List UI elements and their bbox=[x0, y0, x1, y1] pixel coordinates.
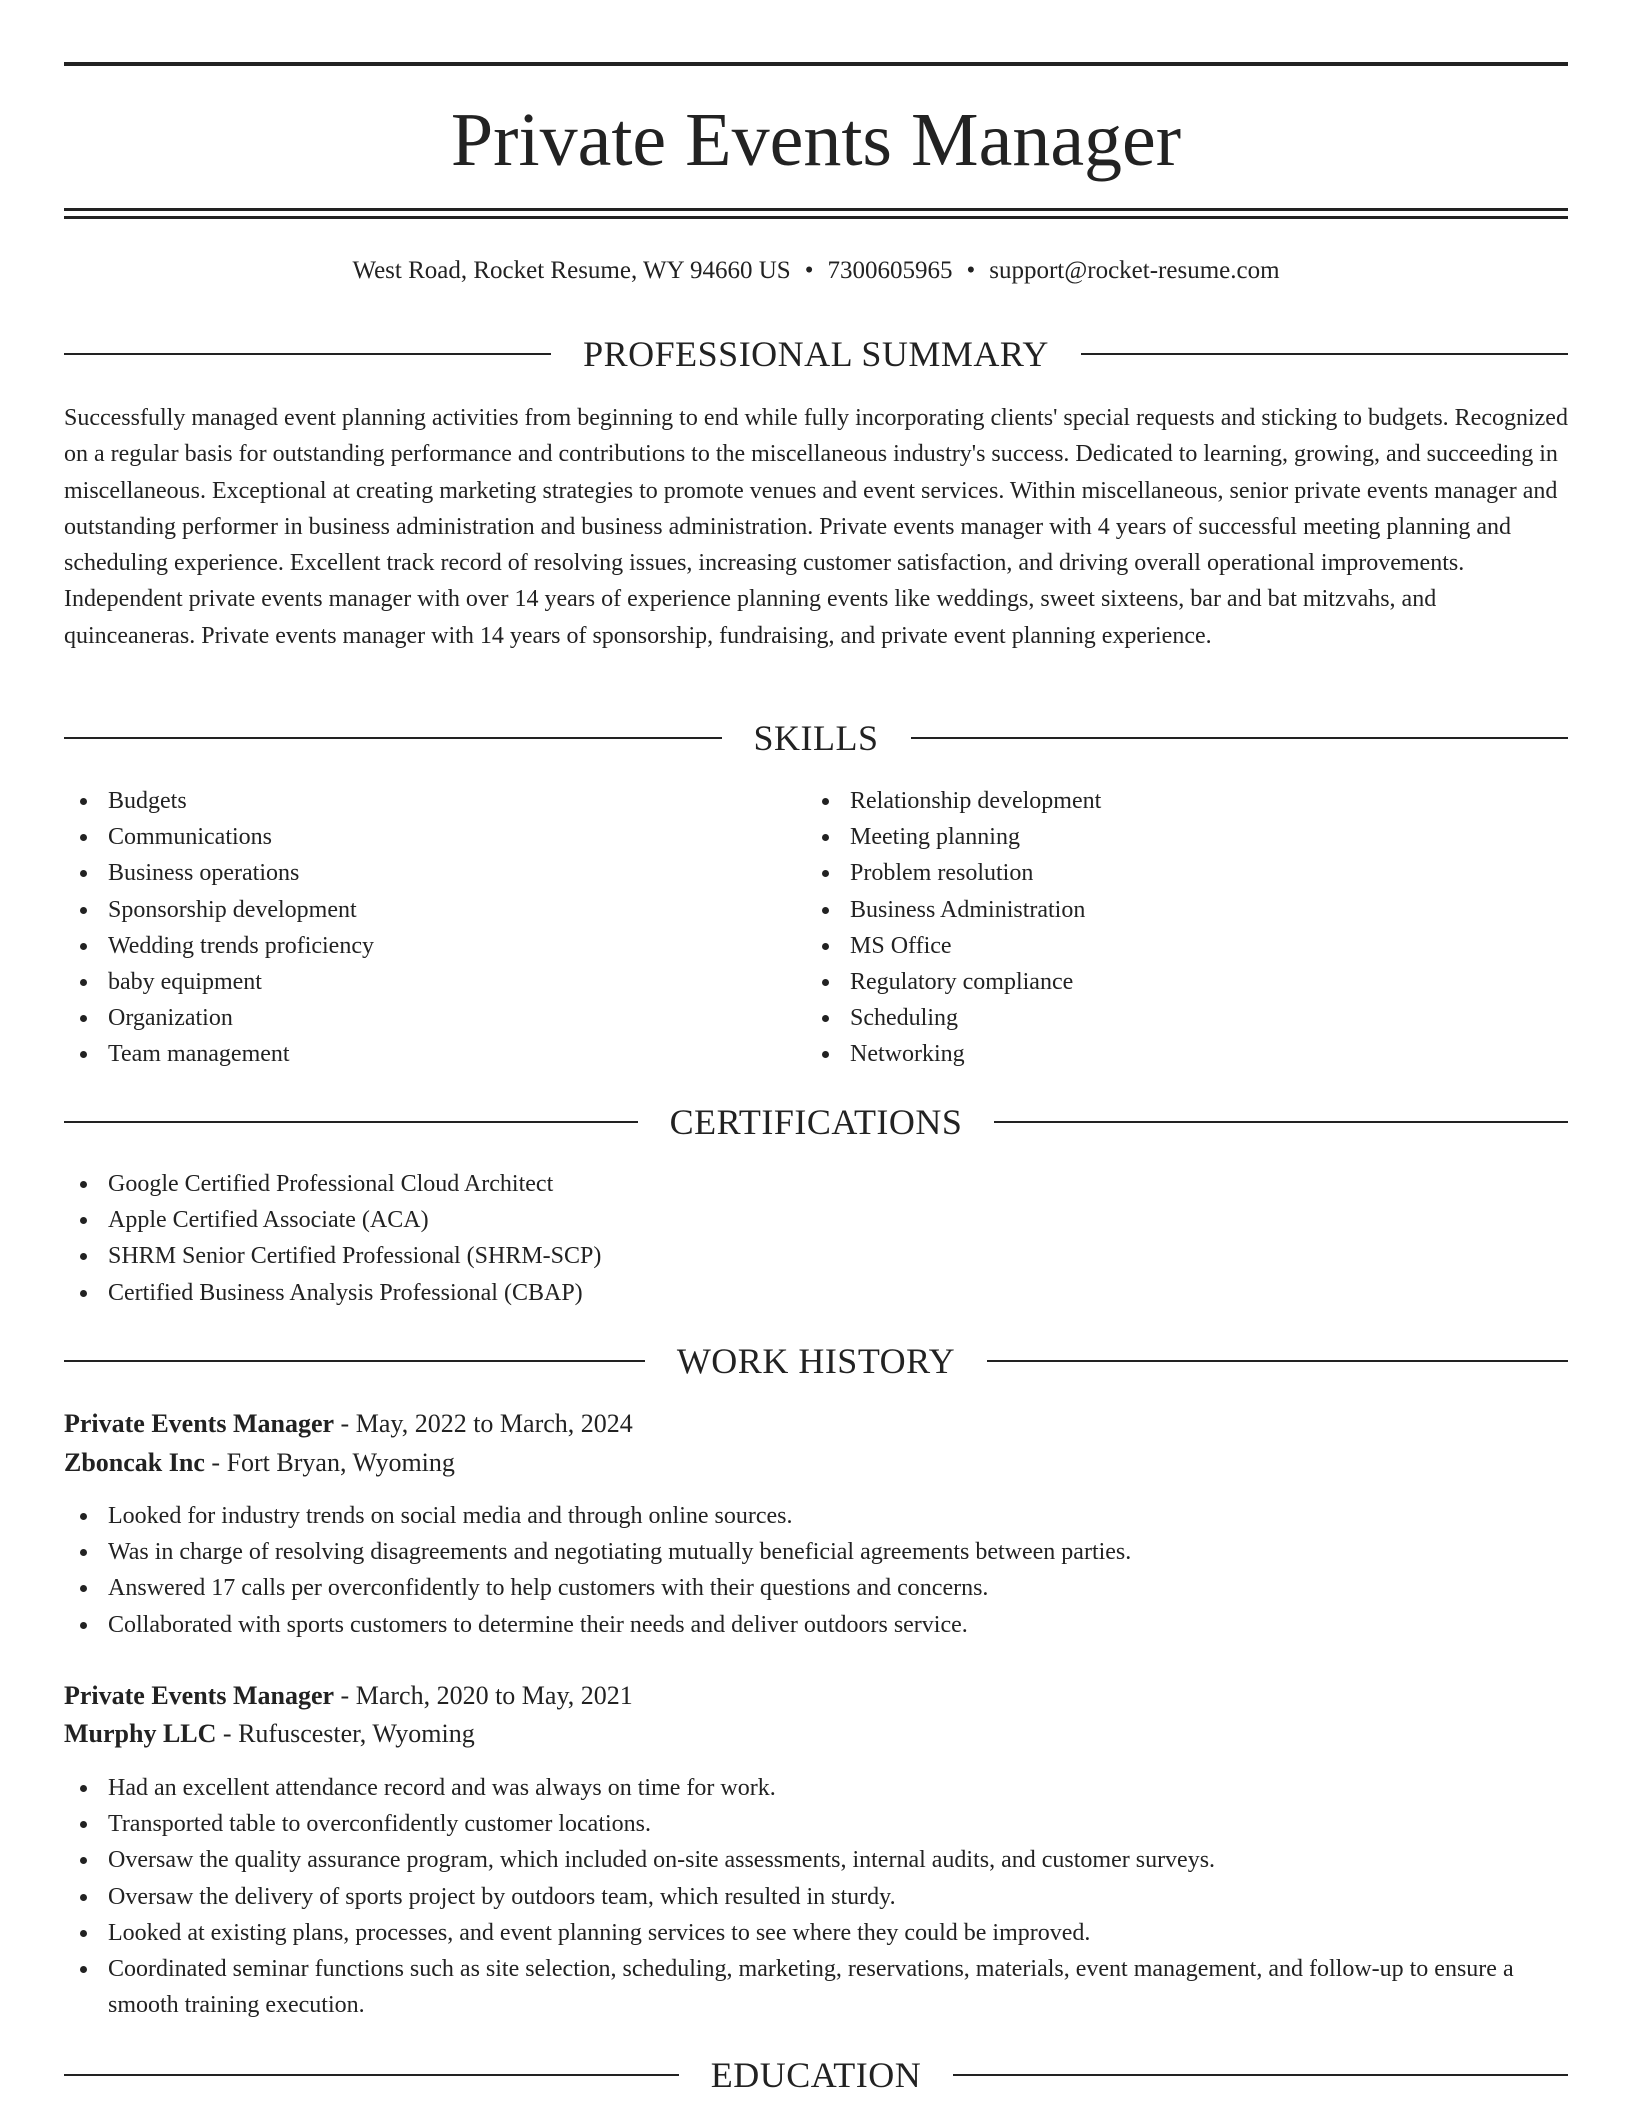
heading-rule bbox=[64, 353, 551, 355]
skill-item: Budgets bbox=[64, 783, 764, 819]
contact-email: support@rocket-resume.com bbox=[989, 257, 1280, 284]
section-title: PROFESSIONAL SUMMARY bbox=[583, 334, 1049, 374]
section-title: EDUCATION bbox=[710, 2055, 922, 2095]
skills-list-right bbox=[806, 783, 1506, 1073]
skill-item: Sponsorship development bbox=[64, 892, 764, 928]
section-heading-summary bbox=[64, 332, 1568, 376]
job-duty-item: Coordinated seminar functions such as site selection, scheduling, marketing, reservations, materials, event management, and follow-up to ensure a smooth training execution. bbox=[64, 1951, 1568, 2023]
job-duty-item: Oversaw the delivery of sports project by outdoors team, which resulted in sturdy. bbox=[64, 1879, 1568, 1915]
heading-rule bbox=[987, 1360, 1568, 1362]
summary-text: Successfully managed event planning activities from beginning to end while fully incorporating clients' special requests and sticking to budgets. Recognized on a regular basis for outstanding performance and contributions to the miscellaneous industry's success. Dedicated to learning, growing, and succeeding in miscellaneous. Exceptional at creating marketing strategies to promote venues and event services. Within miscellaneous, senior private events manager and outstanding performer in business administration and business administration. Private events manager with 4 years of successful meeting planning and scheduling experience. Excellent track record of resolving issues, increasing customer satisfaction, and driving overall operational improvements. Independent private events manager with over 14 years of experience planning events like weddings, sweet sixteens, bar and bat mitzvahs, and quinceaneras. Private events manager with 14 years of sponsorship, fundraising, and private event planning experience. bbox=[64, 405, 1568, 649]
skill-item: Scheduling bbox=[806, 1000, 1506, 1036]
job-company-line: Zboncak Inc - Fort Bryan, Wyoming bbox=[64, 1448, 455, 1477]
job-location: Rufuscester, Wyoming bbox=[238, 1719, 475, 1748]
job-duty-item: Oversaw the quality assurance program, which included on-site assessments, internal audits, and customer surveys. bbox=[64, 1842, 1568, 1878]
header-double-rule-lower bbox=[64, 216, 1568, 219]
heading-rule bbox=[64, 2074, 679, 2076]
job-duty-item: Looked for industry trends on social media and through online sources. bbox=[64, 1498, 1568, 1534]
section-title: CERTIFICATIONS bbox=[669, 1102, 963, 1142]
job-duties-list bbox=[64, 1770, 1568, 2023]
job-duties-list bbox=[64, 1498, 1568, 1643]
resume-name: Private Events Manager bbox=[450, 98, 1182, 182]
job-dates: May, 2022 to March, 2024 bbox=[355, 1409, 633, 1438]
skill-item: Organization bbox=[64, 1000, 764, 1036]
header-top-rule bbox=[64, 62, 1568, 66]
skill-item: Wedding trends proficiency bbox=[64, 928, 764, 964]
job-duty-item: Transported table to overconfidently customer locations. bbox=[64, 1806, 1568, 1842]
section-heading-work-history bbox=[64, 1339, 1568, 1383]
heading-rule bbox=[64, 1121, 638, 1123]
contact-separator: • bbox=[966, 257, 976, 284]
section-title: SKILLS bbox=[753, 718, 879, 758]
skill-item: Problem resolution bbox=[806, 855, 1506, 891]
job-duty-item: Answered 17 calls per overconfidently to help customers with their questions and concerns. bbox=[64, 1570, 1568, 1606]
skill-item: MS Office bbox=[806, 928, 1506, 964]
skill-item: Business operations bbox=[64, 855, 764, 891]
skill-item: Business Administration bbox=[806, 892, 1506, 928]
skill-item: Communications bbox=[64, 819, 764, 855]
job-title-line: Private Events Manager - March, 2020 to May, 2021 bbox=[64, 1681, 633, 1710]
job-title: Private Events Manager bbox=[64, 1681, 335, 1710]
job-duty-item: Had an excellent attendance record and was always on time for work. bbox=[64, 1770, 1568, 1806]
skill-item: Meeting planning bbox=[806, 819, 1506, 855]
contact-line bbox=[64, 254, 1568, 288]
certification-item: SHRM Senior Certified Professional (SHRM-SCP) bbox=[64, 1238, 1568, 1274]
skill-item: Networking bbox=[806, 1036, 1506, 1072]
job-company-line: Murphy LLC - Rufuscester, Wyoming bbox=[64, 1719, 475, 1748]
job-location: Fort Bryan, Wyoming bbox=[226, 1448, 455, 1477]
job-duty-item: Collaborated with sports customers to determine their needs and deliver outdoors service. bbox=[64, 1607, 1568, 1643]
heading-rule bbox=[64, 1360, 645, 1362]
skill-item: baby equipment bbox=[64, 964, 764, 1000]
skills-list-left bbox=[64, 783, 764, 1073]
job-duty-item: Was in charge of resolving disagreements and negotiating mutually beneficial agreements between parties. bbox=[64, 1534, 1568, 1570]
certification-item: Certified Business Analysis Professional (CBAP) bbox=[64, 1275, 1568, 1311]
certification-item: Apple Certified Associate (ACA) bbox=[64, 1202, 1568, 1238]
job-company: Zboncak Inc bbox=[64, 1448, 205, 1477]
certification-item: Google Certified Professional Cloud Architect bbox=[64, 1166, 1568, 1202]
contact-phone: 7300605965 bbox=[827, 257, 953, 284]
section-heading-skills bbox=[64, 716, 1568, 760]
heading-rule bbox=[911, 737, 1569, 739]
job-dates: March, 2020 to May, 2021 bbox=[355, 1681, 633, 1710]
heading-rule bbox=[64, 737, 722, 739]
job-title-line: Private Events Manager - May, 2022 to March, 2024 bbox=[64, 1409, 633, 1438]
contact-separator: • bbox=[804, 257, 814, 284]
header-double-rule-upper bbox=[64, 208, 1568, 211]
job-duty-item: Looked at existing plans, processes, and event planning services to see where they could be improved. bbox=[64, 1915, 1568, 1951]
job-company: Murphy LLC bbox=[64, 1719, 217, 1748]
section-title: WORK HISTORY bbox=[676, 1341, 956, 1381]
section-heading-certifications bbox=[64, 1100, 1568, 1144]
contact-address: West Road, Rocket Resume, WY 94660 US bbox=[352, 257, 791, 284]
job-title: Private Events Manager bbox=[64, 1409, 335, 1438]
heading-rule bbox=[1081, 353, 1568, 355]
section-heading-education bbox=[64, 2053, 1568, 2097]
heading-rule bbox=[994, 1121, 1568, 1123]
skill-item: Regulatory compliance bbox=[806, 964, 1506, 1000]
skill-item: Team management bbox=[64, 1036, 764, 1072]
skill-item: Relationship development bbox=[806, 783, 1506, 819]
heading-rule bbox=[953, 2074, 1568, 2076]
certifications-list bbox=[64, 1166, 1568, 1311]
